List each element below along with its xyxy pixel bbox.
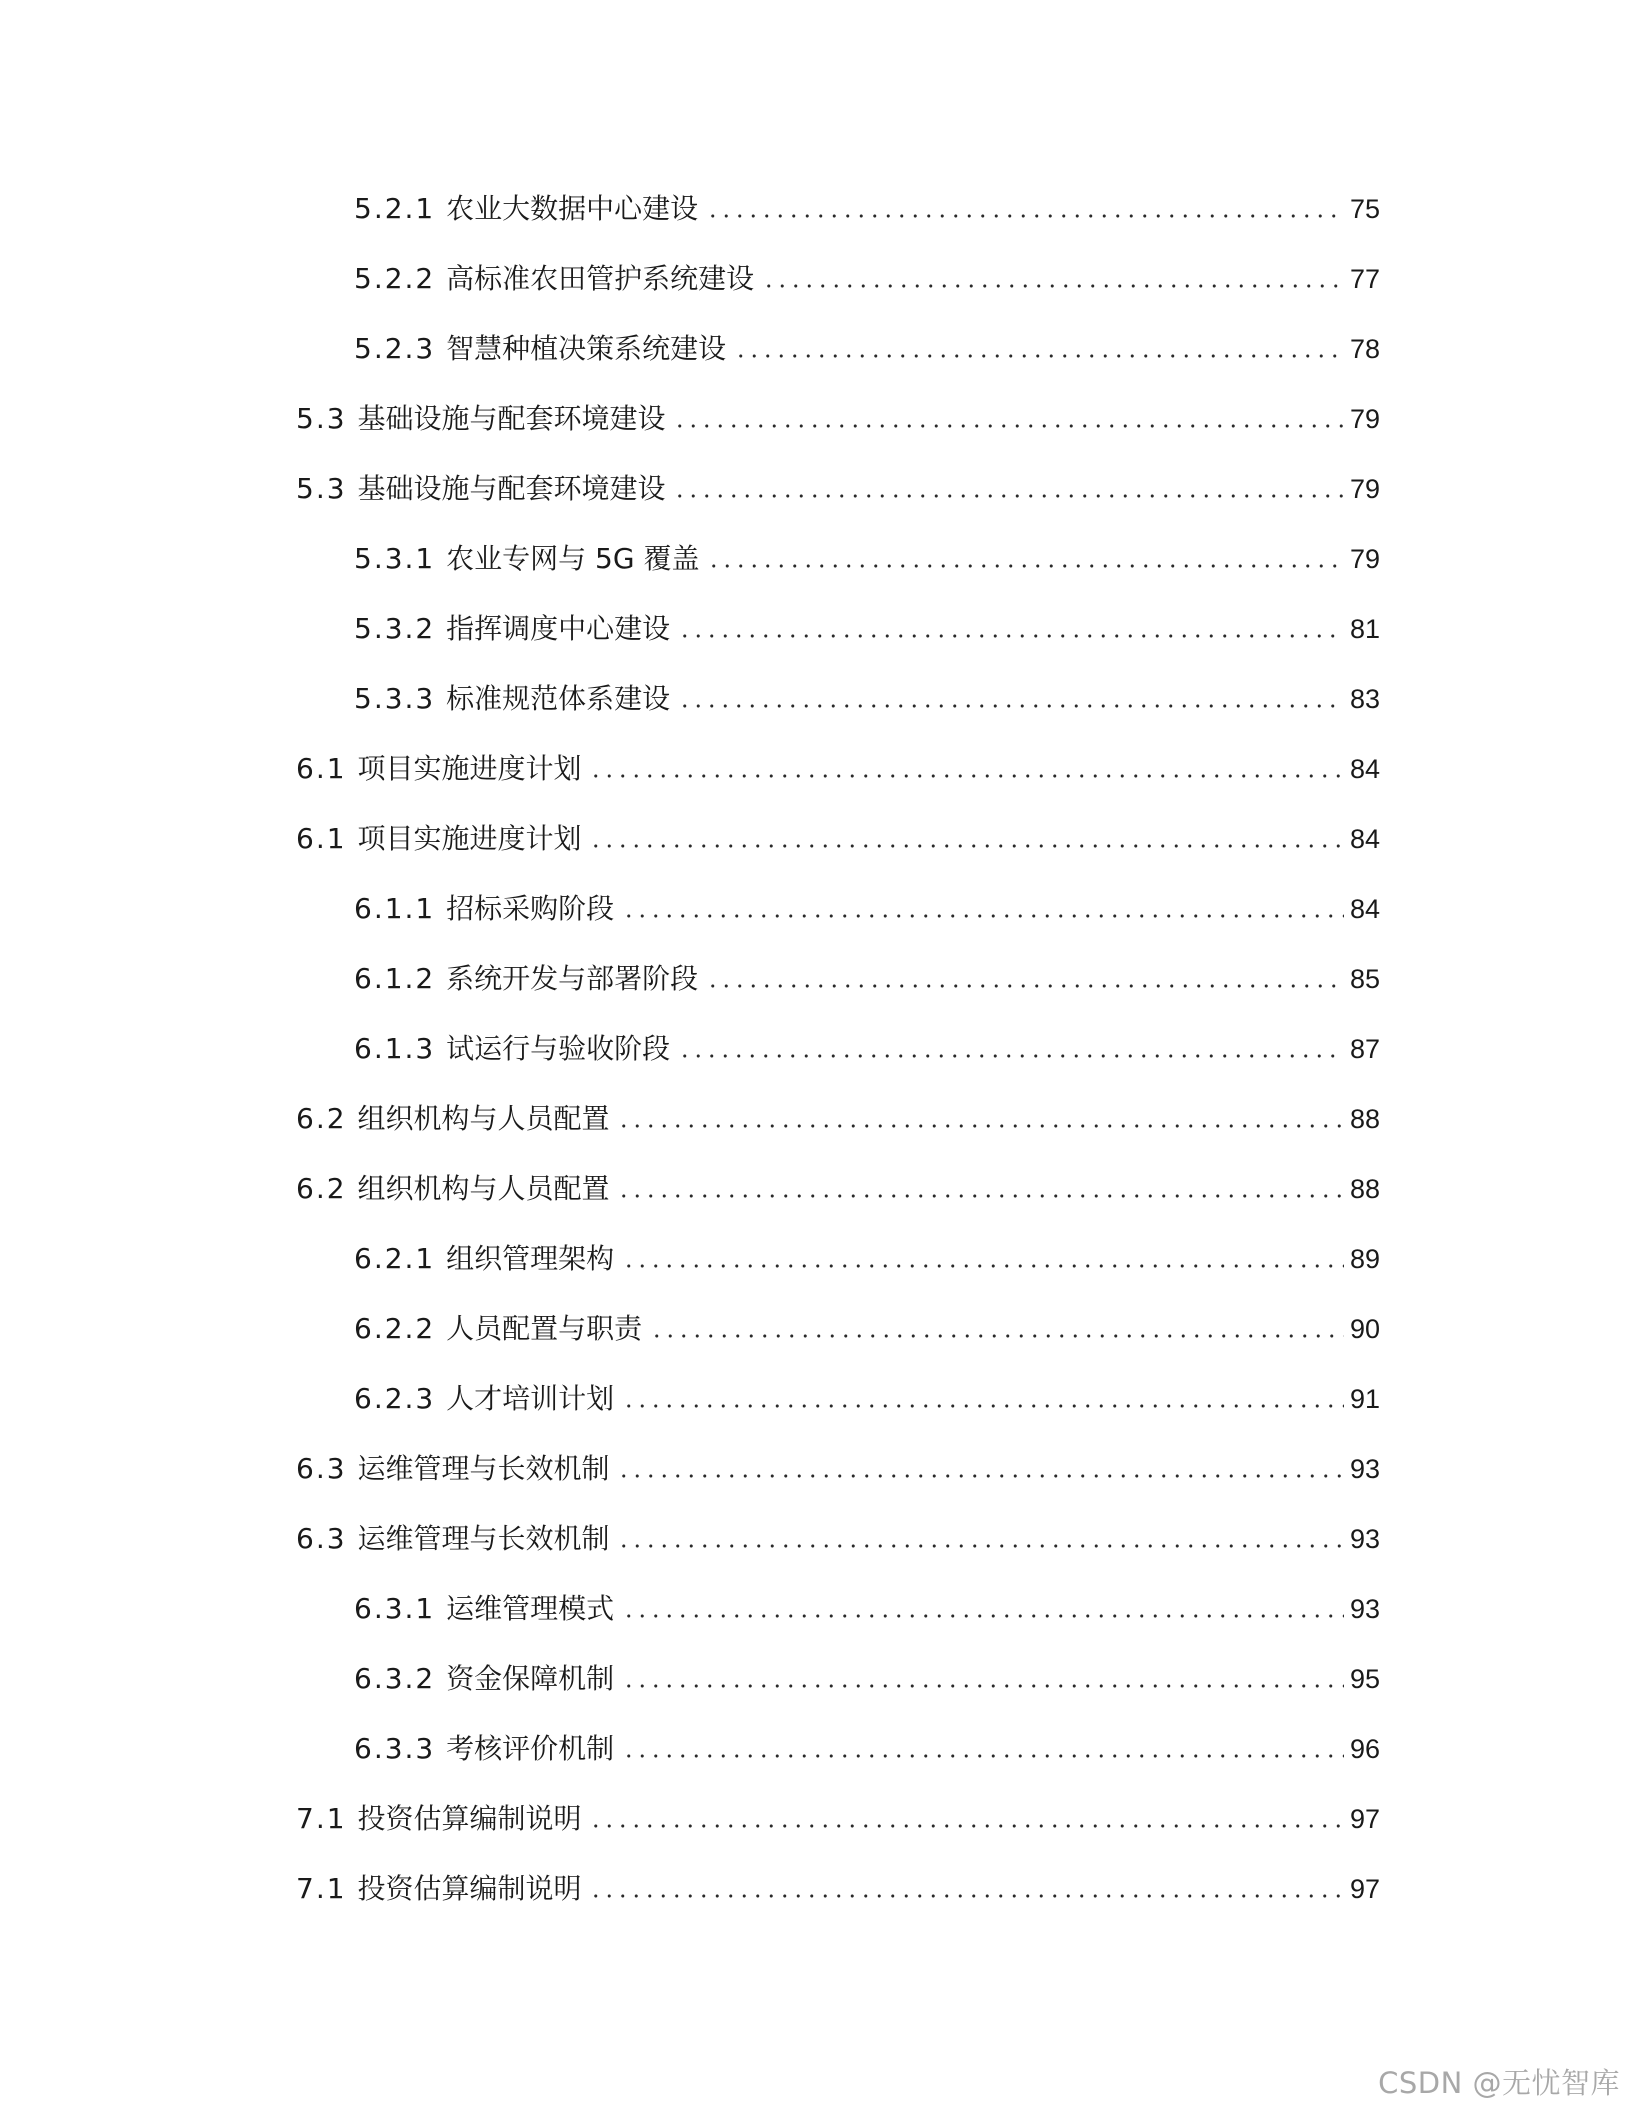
toc-entry-5-3-3[interactable] (354, 679, 1380, 719)
toc-entry-page-number: 85 (1349, 964, 1380, 994)
dot-leader (706, 214, 1344, 218)
toc-entry-page-number: 84 (1349, 894, 1380, 924)
toc-entry-number: 7.1 (296, 1872, 358, 1905)
dot-leader (617, 1124, 1344, 1128)
toc-entry-5-2-1[interactable] (354, 189, 1380, 229)
dot-leader (673, 494, 1344, 498)
toc-entry-6-3[interactable] (296, 1519, 1380, 1559)
toc-entry-page-number: 93 (1349, 1454, 1380, 1484)
dot-leader (589, 774, 1344, 778)
toc-entry-page-number: 97 (1349, 1804, 1380, 1834)
toc-entry-5-3[interactable] (296, 469, 1380, 509)
toc-entry-6-1[interactable] (296, 749, 1380, 789)
toc-entry-number: 5.3.3 (354, 682, 447, 715)
toc-entry-title: 招标采购阶段 (446, 892, 615, 925)
toc-entry-6-2-3[interactable] (354, 1379, 1380, 1419)
toc-entry-number: 5.2.2 (354, 262, 447, 295)
toc-entry-page-number: 88 (1349, 1174, 1380, 1204)
toc-entry-title: 试运行与验收阶段 (446, 1032, 671, 1065)
toc-entry-page-number: 96 (1349, 1734, 1380, 1764)
toc-entry-5-2-2[interactable] (354, 259, 1380, 299)
toc-entry-5-3[interactable] (296, 399, 1380, 439)
toc-entry-number: 5.3.1 (354, 542, 447, 575)
toc-entry-number: 6.1.1 (354, 892, 447, 925)
toc-entry-number: 6.1.2 (354, 962, 447, 995)
toc-entry-page-number: 90 (1349, 1314, 1380, 1344)
csdn-watermark: CSDN @无忧智库 (1378, 2066, 1620, 2100)
toc-entry-title: 基础设施与配套环境建设 (357, 402, 666, 435)
toc-entry-page-number: 79 (1349, 474, 1380, 504)
toc-entry-number: 6.1 (296, 752, 358, 785)
dot-leader (617, 1194, 1344, 1198)
dot-leader (706, 984, 1344, 988)
toc-entry-page-number: 95 (1349, 1664, 1380, 1694)
dot-leader (589, 844, 1344, 848)
toc-entry-title: 系统开发与部署阶段 (446, 962, 699, 995)
toc-entry-number: 5.3.2 (354, 612, 447, 645)
toc-entry-6-2[interactable] (296, 1169, 1380, 1209)
toc-entry-title: 考核评价机制 (446, 1732, 615, 1765)
toc-entry-number: 5.2.3 (354, 332, 447, 365)
toc-entry-number: 6.3 (296, 1522, 358, 1555)
toc-entry-title: 高标准农田管护系统建设 (446, 262, 755, 295)
toc-entry-number: 6.2.1 (354, 1242, 447, 1275)
toc-entry-6-1-2[interactable] (354, 959, 1380, 999)
toc-entry-page-number: 77 (1349, 264, 1380, 294)
toc-entry-page-number: 87 (1349, 1034, 1380, 1064)
toc-entry-page-number: 88 (1349, 1104, 1380, 1134)
dot-leader (617, 1544, 1344, 1548)
toc-entry-number: 6.3.3 (354, 1732, 447, 1765)
toc-entry-title: 项目实施进度计划 (357, 822, 582, 855)
toc-entry-6-2-2[interactable] (354, 1309, 1380, 1349)
toc-entry-title: 资金保障机制 (446, 1662, 615, 1695)
toc-entry-6-2-1[interactable] (354, 1239, 1380, 1279)
toc-entry-number: 6.3 (296, 1452, 358, 1485)
toc-entry-number: 6.1 (296, 822, 358, 855)
toc-entry-page-number: 75 (1349, 194, 1380, 224)
toc-entry-7-1[interactable] (296, 1869, 1380, 1909)
toc-entry-title: 组织管理架构 (446, 1242, 615, 1275)
toc-entry-title: 项目实施进度计划 (357, 752, 582, 785)
dot-leader (622, 1684, 1344, 1688)
toc-entry-5-3-2[interactable] (354, 609, 1380, 649)
toc-entry-title: 标准规范体系建设 (446, 682, 671, 715)
toc-entry-title: 指挥调度中心建设 (446, 612, 671, 645)
toc-entry-title: 人才培训计划 (446, 1382, 615, 1415)
toc-entry-title: 运维管理模式 (446, 1592, 615, 1625)
toc-entry-title: 基础设施与配套环境建设 (357, 472, 666, 505)
toc-entry-number: 6.3.2 (354, 1662, 447, 1695)
toc-entry-number: 6.2 (296, 1172, 358, 1205)
dot-leader (762, 284, 1344, 288)
toc-entry-title: 运维管理与长效机制 (357, 1452, 610, 1485)
toc-entry-6-3[interactable] (296, 1449, 1380, 1489)
toc-entry-6-3-2[interactable] (354, 1659, 1380, 1699)
toc-entry-5-3-1[interactable] (354, 539, 1380, 579)
toc-entry-page-number: 79 (1349, 544, 1380, 574)
dot-leader (678, 634, 1344, 638)
toc-entry-6-1-3[interactable] (354, 1029, 1380, 1069)
toc-entry-page-number: 79 (1349, 404, 1380, 434)
dot-leader (734, 354, 1344, 358)
dot-leader (589, 1824, 1344, 1828)
toc-entry-6-1[interactable] (296, 819, 1380, 859)
toc-entry-title: 农业专网与 5G 覆盖 (446, 542, 700, 575)
toc-entry-page-number: 91 (1349, 1384, 1380, 1414)
dot-leader (622, 1754, 1344, 1758)
toc-entry-page-number: 93 (1349, 1594, 1380, 1624)
toc-entry-number: 6.2.2 (354, 1312, 447, 1345)
dot-leader (622, 1614, 1344, 1618)
toc-entry-number: 5.3 (296, 472, 358, 505)
toc-entry-page-number: 81 (1349, 614, 1380, 644)
dot-leader (589, 1894, 1344, 1898)
dot-leader (622, 1264, 1344, 1268)
dot-leader (617, 1474, 1344, 1478)
toc-entry-title: 人员配置与职责 (446, 1312, 643, 1345)
toc-entry-title: 组织机构与人员配置 (357, 1172, 610, 1205)
toc-entry-title: 农业大数据中心建设 (446, 192, 699, 225)
toc-entry-page-number: 93 (1349, 1524, 1380, 1554)
toc-entry-6-3-1[interactable] (354, 1589, 1380, 1629)
toc-entry-title: 投资估算编制说明 (357, 1872, 582, 1905)
toc-entry-number: 6.3.1 (354, 1592, 447, 1625)
toc-entry-number: 6.1.3 (354, 1032, 447, 1065)
toc-entry-7-1[interactable] (296, 1799, 1380, 1839)
toc-entry-5-2-3[interactable] (354, 329, 1380, 369)
toc-entry-number: 5.3 (296, 402, 358, 435)
dot-leader (678, 704, 1344, 708)
dot-leader (707, 564, 1343, 568)
toc-entry-page-number: 84 (1349, 754, 1380, 784)
toc-entry-number: 7.1 (296, 1802, 358, 1835)
toc-entry-6-3-3[interactable] (354, 1729, 1380, 1769)
dot-leader (622, 914, 1344, 918)
toc-entry-number: 5.2.1 (354, 192, 447, 225)
toc-entry-6-2[interactable] (296, 1099, 1380, 1139)
dot-leader (678, 1054, 1344, 1058)
toc-entry-page-number: 97 (1349, 1874, 1380, 1904)
dot-leader (673, 424, 1344, 428)
toc-entry-title: 运维管理与长效机制 (357, 1522, 610, 1555)
toc-entry-page-number: 78 (1349, 334, 1380, 364)
toc-entry-title: 组织机构与人员配置 (357, 1102, 610, 1135)
toc-entry-title: 投资估算编制说明 (357, 1802, 582, 1835)
toc-entry-page-number: 84 (1349, 824, 1380, 854)
toc-entry-number: 6.2 (296, 1102, 358, 1135)
toc-entry-page-number: 89 (1349, 1244, 1380, 1274)
toc-entry-title: 智慧种植决策系统建设 (446, 332, 727, 365)
dot-leader (622, 1404, 1344, 1408)
toc-entry-6-1-1[interactable] (354, 889, 1380, 929)
toc-entry-page-number: 83 (1349, 684, 1380, 714)
toc-entry-number: 6.2.3 (354, 1382, 447, 1415)
dot-leader (650, 1334, 1344, 1338)
